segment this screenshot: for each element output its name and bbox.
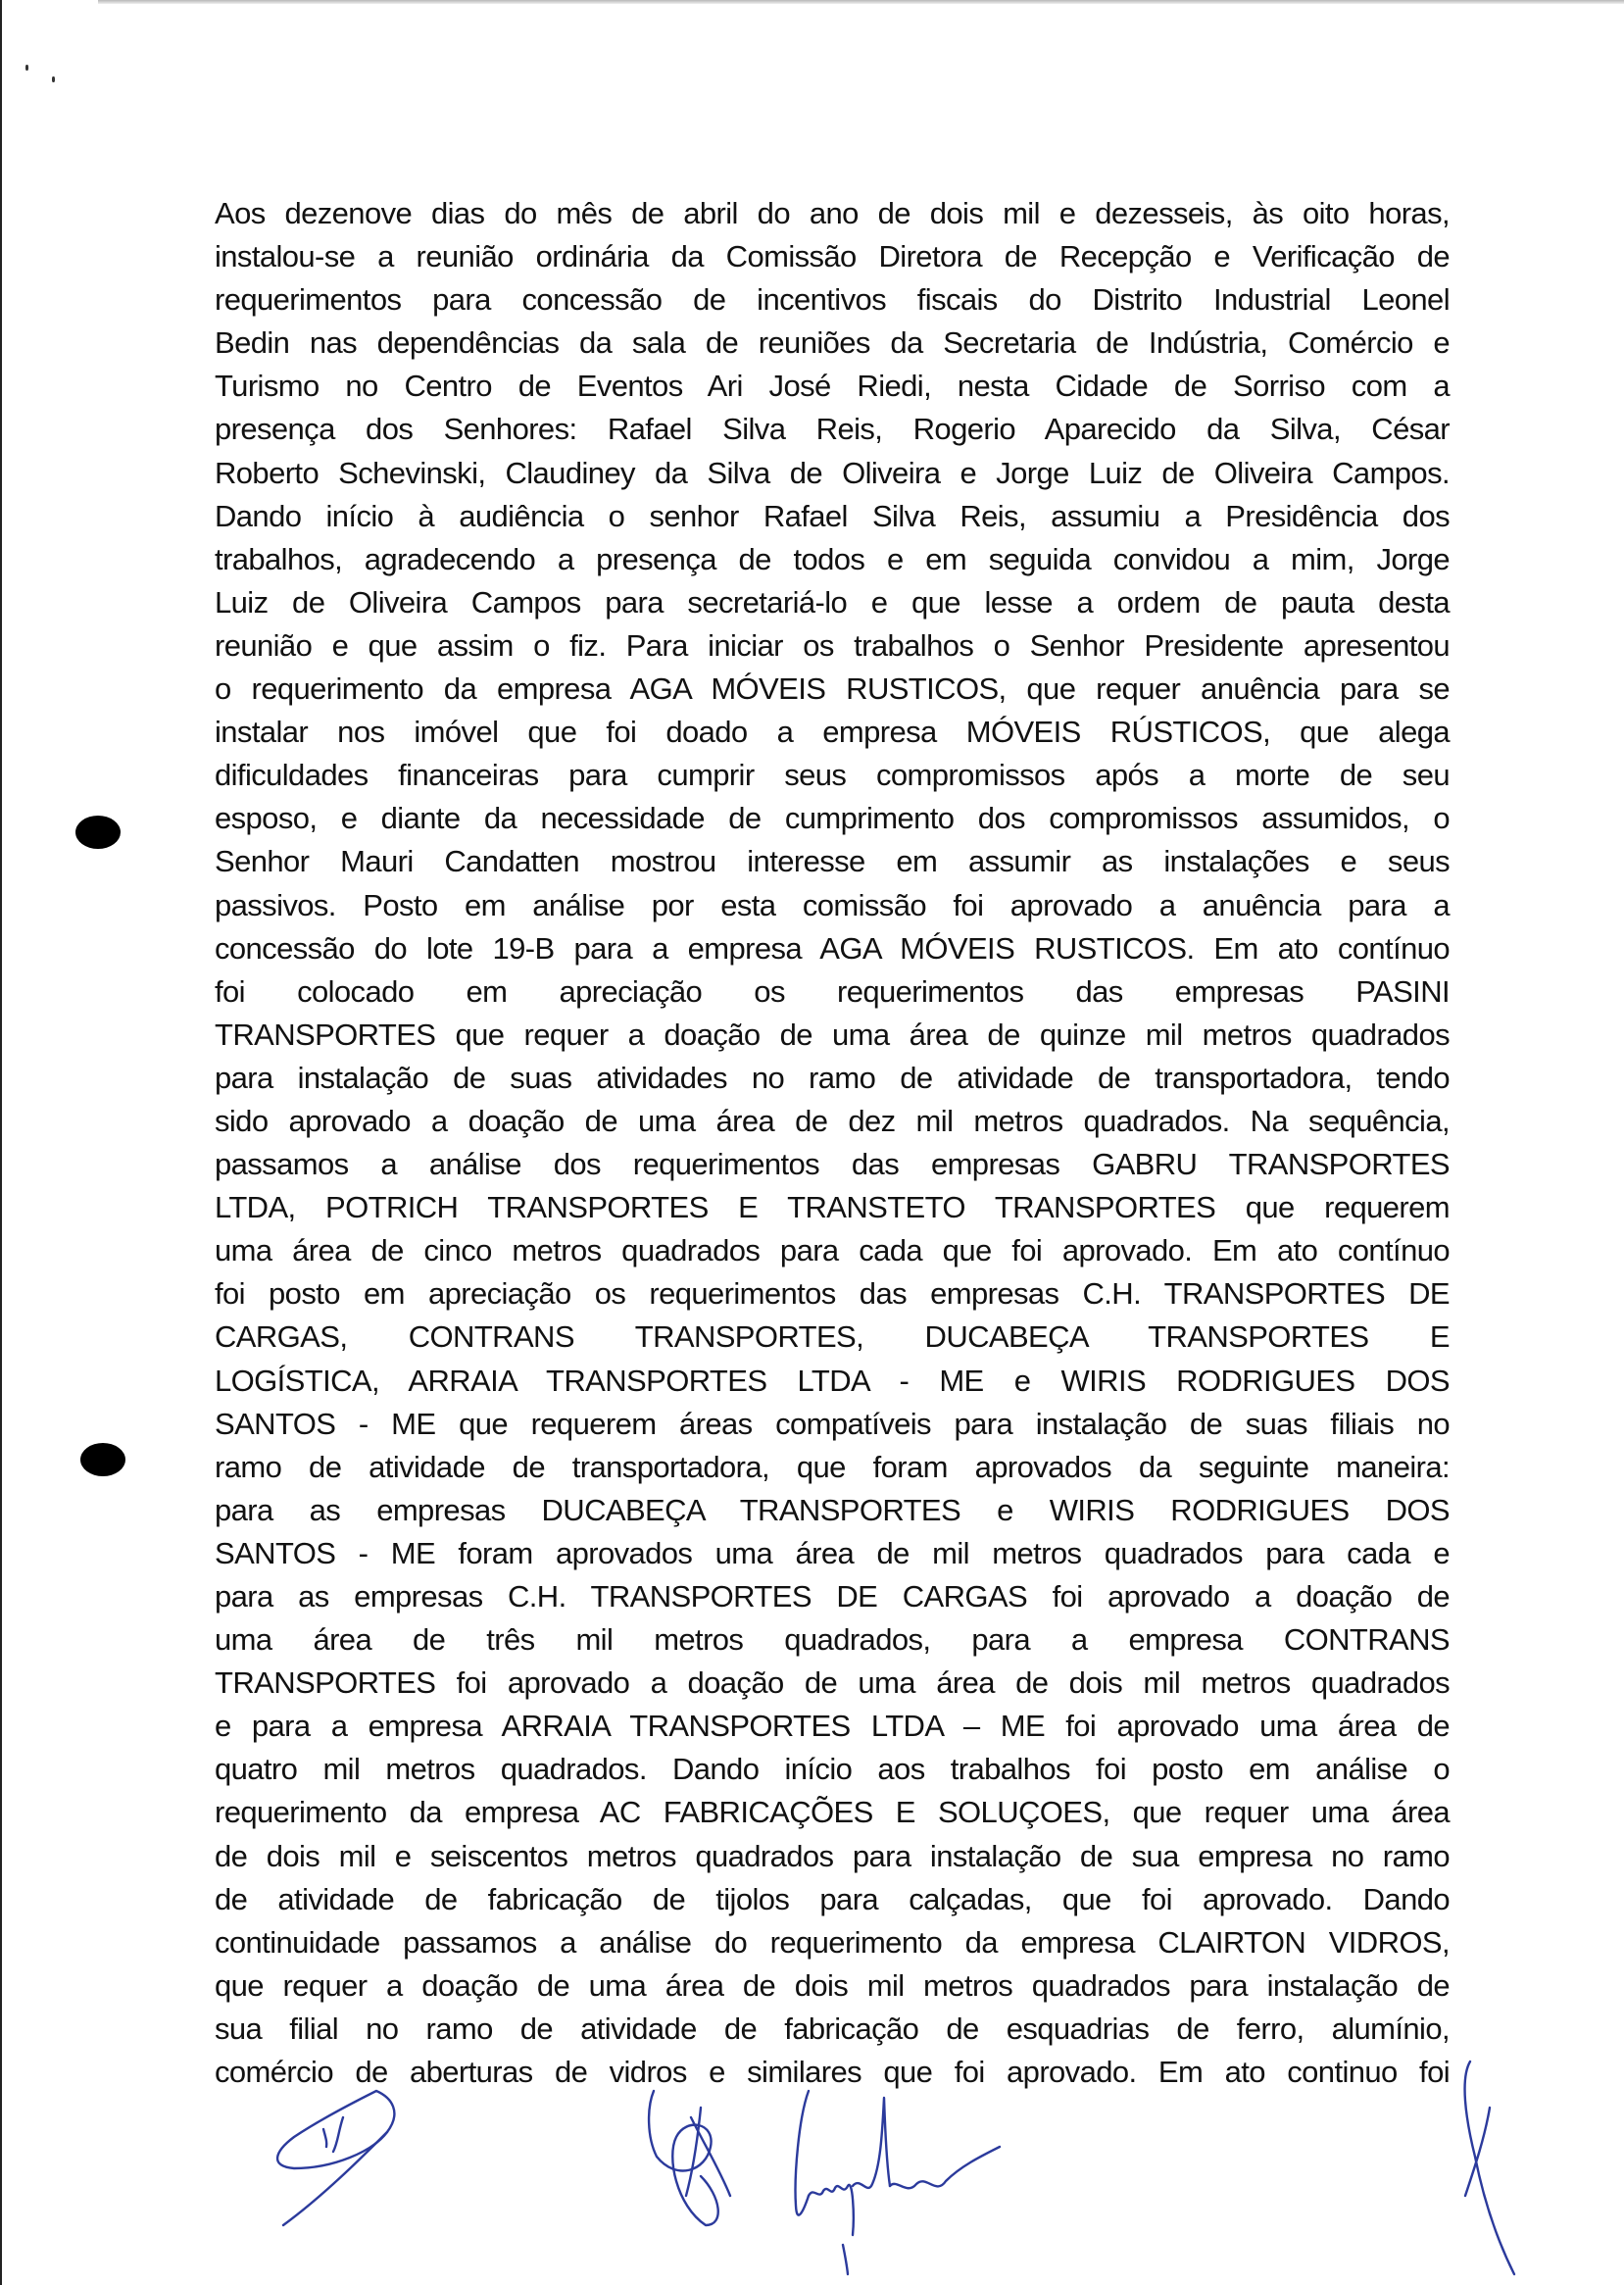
text-line: esposo, e diante da necessidade de cumprimento dos compromissos assumidos, o [215, 801, 1450, 836]
minutes-body-text [215, 192, 1450, 2094]
punch-hole-top [75, 816, 121, 849]
punch-hole-bottom [80, 1443, 125, 1476]
signature-4 [1465, 2061, 1514, 2274]
text-line: passivos. Posto em análise por esta comissão foi aprovado a anuência para a [215, 887, 1450, 922]
text-line: TRANSPORTES foi aprovado a doação de uma área de dois mil metros quadrados [215, 1665, 1450, 1701]
text-line: e para a empresa ARRAIA TRANSPORTES LTDA – ME foi aprovado uma área de [215, 1709, 1450, 1744]
text-line: uma área de três mil metros quadrados, para a empresa CONTRANS [215, 1622, 1450, 1658]
text-line: comércio de aberturas de vidros e similares que foi aprovado. Em ato continuo foi [215, 2055, 1450, 2090]
text-line: o requerimento da empresa AGA MÓVEIS RUSTICOS, que requer anuência para se [215, 671, 1450, 707]
text-line: foi posto em apreciação os requerimentos das empresas C.H. TRANSPORTES DE [215, 1276, 1450, 1312]
text-line: Roberto Schevinski, Claudiney da Silva de Oliveira e Jorge Luiz de Oliveira Campos. [215, 455, 1450, 490]
text-line: para instalação de suas atividades no ramo de atividade de transportadora, tendo [215, 1060, 1450, 1095]
text-line: continuidade passamos a análise do requerimento da empresa CLAIRTON VIDROS, [215, 1924, 1450, 1960]
text-line: de atividade de fabricação de tijolos para calçadas, que foi aprovado. Dando [215, 1881, 1450, 1916]
text-line: TRANSPORTES que requer a doação de uma área de quinze mil metros quadrados [215, 1017, 1450, 1052]
text-line: Turismo no Centro de Eventos Ari José Riedi, nesta Cidade de Sorriso com a [215, 369, 1450, 404]
text-line: instalou-se a reunião ordinária da Comissão Diretora de Recepção e Verificação de [215, 239, 1450, 274]
text-line: de dois mil e seiscentos metros quadrados para instalação de sua empresa no ramo [215, 1838, 1450, 1873]
text-line: Luiz de Oliveira Campos para secretariá-lo e que lesse a ordem de pauta desta [215, 584, 1450, 620]
text-line: reunião e que assim o fiz. Para iniciar os trabalhos o Senhor Presidente apresentou [215, 627, 1450, 663]
text-line: SANTOS - ME que requerem áreas compatíveis para instalação de suas filiais no [215, 1406, 1450, 1441]
text-line: requerimento da empresa AC FABRICAÇÕES E SOLUÇOES, que requer uma área [215, 1795, 1450, 1830]
signature-2 [649, 2091, 730, 2225]
text-line: sua filial no ramo de atividade de fabricação de esquadrias de ferro, alumínio, [215, 2011, 1450, 2046]
text-line: Dando início à audiência o senhor Rafael Silva Reis, assumiu a Presidência dos [215, 498, 1450, 533]
scan-speck [25, 65, 28, 71]
text-line: foi colocado em apreciação os requerimentos das empresas PASINI [215, 973, 1450, 1009]
scan-left-edge [0, 0, 2, 2285]
text-line: dificuldades financeiras para cumprir seus compromissos após a morte de seu [215, 758, 1450, 793]
text-line: LTDA, POTRICH TRANSPORTES E TRANSTETO TRANSPORTES que requerem [215, 1190, 1450, 1225]
text-line: para as empresas C.H. TRANSPORTES DE CARGAS foi aprovado a doação de [215, 1579, 1450, 1614]
text-line: que requer a doação de uma área de dois mil metros quadrados para instalação de [215, 1967, 1450, 2003]
scan-speck [52, 76, 55, 82]
text-line: CARGAS, CONTRANS TRANSPORTES, DUCABEÇA TRANSPORTES E [215, 1319, 1450, 1355]
text-line: concessão do lote 19-B para a empresa AGA MÓVEIS RUSTICOS. Em ato contínuo [215, 930, 1450, 966]
text-line: requerimentos para concessão de incentivos fiscais do Distrito Industrial Leonel [215, 282, 1450, 318]
text-line: SANTOS - ME foram aprovados uma área de mil metros quadrados para cada e [215, 1535, 1450, 1570]
text-line: Senhor Mauri Candatten mostrou interesse em assumir as instalações e seus [215, 844, 1450, 879]
text-line: presença dos Senhores: Rafael Silva Reis, Rogerio Aparecido da Silva, César [215, 412, 1450, 447]
scan-top-edge [98, 0, 1624, 4]
text-line: sido aprovado a doação de uma área de dez mil metros quadrados. Na sequência, [215, 1103, 1450, 1138]
text-line: Bedin nas dependências da sala de reuniões da Secretaria de Indústria, Comércio e [215, 325, 1450, 361]
text-line: para as empresas DUCABEÇA TRANSPORTES e WIRIS RODRIGUES DOS [215, 1492, 1450, 1527]
text-line: trabalhos, agradecendo a presença de todos e em seguida convidou a mim, Jorge [215, 541, 1450, 576]
text-line: ramo de atividade de transportadora, que foram aprovados da seguinte maneira: [215, 1449, 1450, 1484]
text-line: quatro mil metros quadrados. Dando início aos trabalhos foi posto em análise o [215, 1752, 1450, 1787]
signature-3 [796, 2091, 1000, 2274]
signature-1 [277, 2091, 394, 2225]
text-line: passamos a análise dos requerimentos das empresas GABRU TRANSPORTES [215, 1147, 1450, 1182]
text-line: instalar nos imóvel que foi doado a empresa MÓVEIS RÚSTICOS, que alega [215, 715, 1450, 750]
text-line: uma área de cinco metros quadrados para cada que foi aprovado. Em ato contínuo [215, 1233, 1450, 1268]
text-line: LOGÍSTICA, ARRAIA TRANSPORTES LTDA - ME e WIRIS RODRIGUES DOS [215, 1363, 1450, 1398]
text-line: Aos dezenove dias do mês de abril do ano de dois mil e dezesseis, às oito horas, [215, 196, 1450, 230]
